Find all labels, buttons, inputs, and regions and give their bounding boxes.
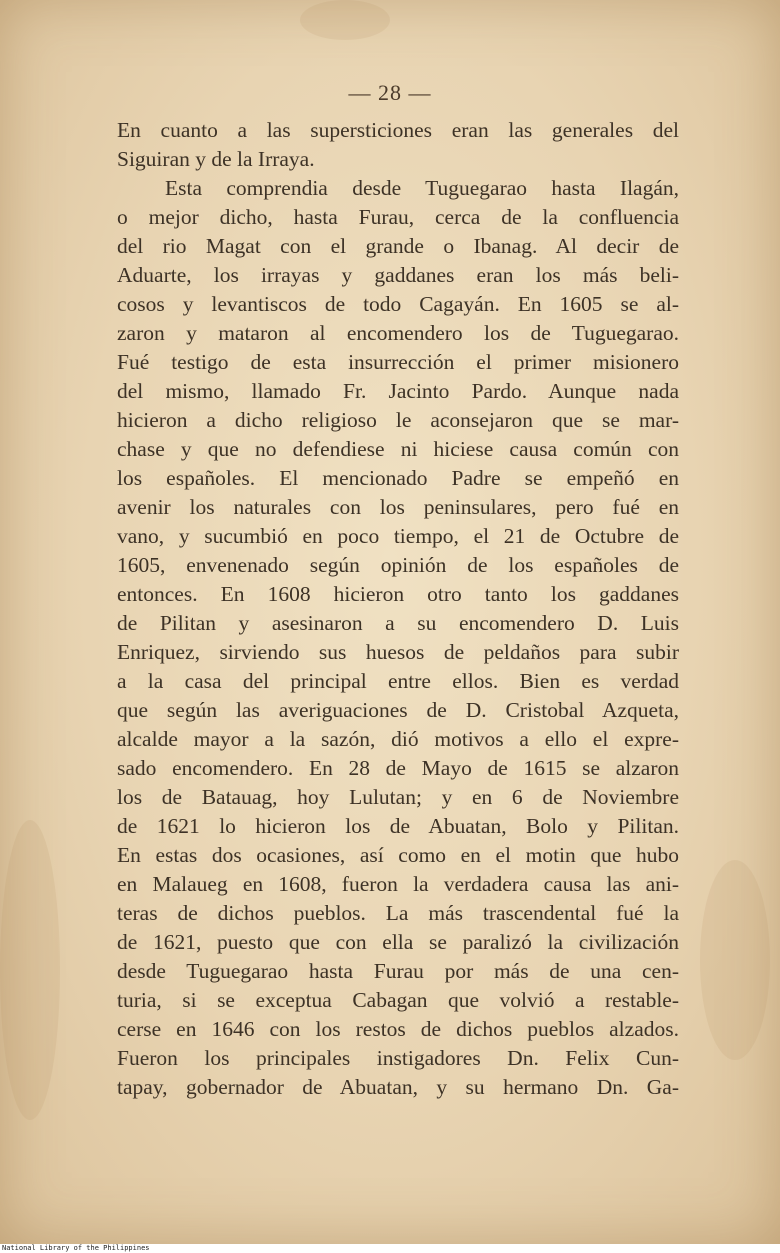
text-line: sado encomendero. En 28 de Mayo de 1615 se alzaron (117, 756, 679, 780)
text-line: de Pilitan y asesinaron a su encomendero D. Luis (117, 611, 679, 635)
text-line: alcalde mayor a la sazón, dió motivos a ello el expre- (117, 727, 679, 751)
text-line: Aduarte, los irrayas y gaddanes eran los más beli- (117, 263, 679, 287)
footer-bar (0, 1244, 780, 1253)
text-line: En cuanto a las supersticiones eran las generales del (117, 118, 679, 142)
text-line: que según las averiguaciones de D. Cristobal Azqueta, (117, 698, 679, 722)
text-line: chase y que no defendiese ni hiciese causa común con (117, 437, 679, 461)
text-line: del rio Magat con el grande o Ibanag. Al decir de (117, 234, 679, 258)
text-line: tapay, gobernador de Abuatan, y su hermano Dn. Ga- (117, 1075, 679, 1099)
text-line: los de Batauag, hoy Lulutan; y en 6 de Noviembre (117, 785, 679, 809)
text-line: hicieron a dicho religioso le aconsejaron que se mar- (117, 408, 679, 432)
paper-stain (0, 820, 60, 1120)
text-line: cerse en 1646 con los restos de dichos pueblos alzados. (117, 1017, 679, 1041)
text-line: de 1621, puesto que con ella se paralizó la civilización (117, 930, 679, 954)
text-line: de 1621 lo hicieron los de Abuatan, Bolo y Pilitan. (117, 814, 679, 838)
text-line: teras de dichos pueblos. La más trascendental fué la (117, 901, 679, 925)
text-line: desde Tuguegarao hasta Furau por más de una cen- (117, 959, 679, 983)
text-line: 1605, envenenado según opinión de los españoles de (117, 553, 679, 577)
text-line: o mejor dicho, hasta Furau, cerca de la confluencia (117, 205, 679, 229)
text-line: en Malaueg en 1608, fueron la verdadera causa las ani- (117, 872, 679, 896)
body-text (117, 116, 679, 1102)
text-line: cosos y levantiscos de todo Cagayán. En 1605 se al- (117, 292, 679, 316)
library-credit: National Library of the Philippines (2, 1244, 150, 1252)
text-line: Fueron los principales instigadores Dn. Felix Cun- (117, 1046, 679, 1070)
text-line: a la casa del principal entre ellos. Bien es verdad (117, 669, 679, 693)
page-number: — 28 — (348, 80, 432, 105)
text-line: Enriquez, sirviendo sus huesos de peldaños para subir (117, 640, 679, 664)
text-line: del mismo, llamado Fr. Jacinto Pardo. Aunque nada (117, 379, 679, 403)
text-line: avenir los naturales con los peninsulares, pero fué en (117, 495, 679, 519)
text-line: los españoles. El mencionado Padre se empeñó en (117, 466, 679, 490)
text-line: vano, y sucumbió en poco tiempo, el 21 de Octubre de (117, 524, 679, 548)
text-line: En estas dos ocasiones, así como en el motin que hubo (117, 843, 679, 867)
text-line: Esta comprendia desde Tuguegarao hasta Ilagán, (165, 176, 679, 200)
text-line: entonces. En 1608 hicieron otro tanto los gaddanes (117, 582, 679, 606)
text-line: Fué testigo de esta insurrección el primer misionero (117, 350, 679, 374)
text-line: zaron y mataron al encomendero los de Tuguegarao. (117, 321, 679, 345)
text-line: Siguiran y de la Irraya. (117, 147, 315, 171)
text-line: turia, si se exceptua Cabagan que volvió a restable- (117, 988, 679, 1012)
paper-stain (300, 0, 390, 40)
paper-stain (700, 860, 770, 1060)
